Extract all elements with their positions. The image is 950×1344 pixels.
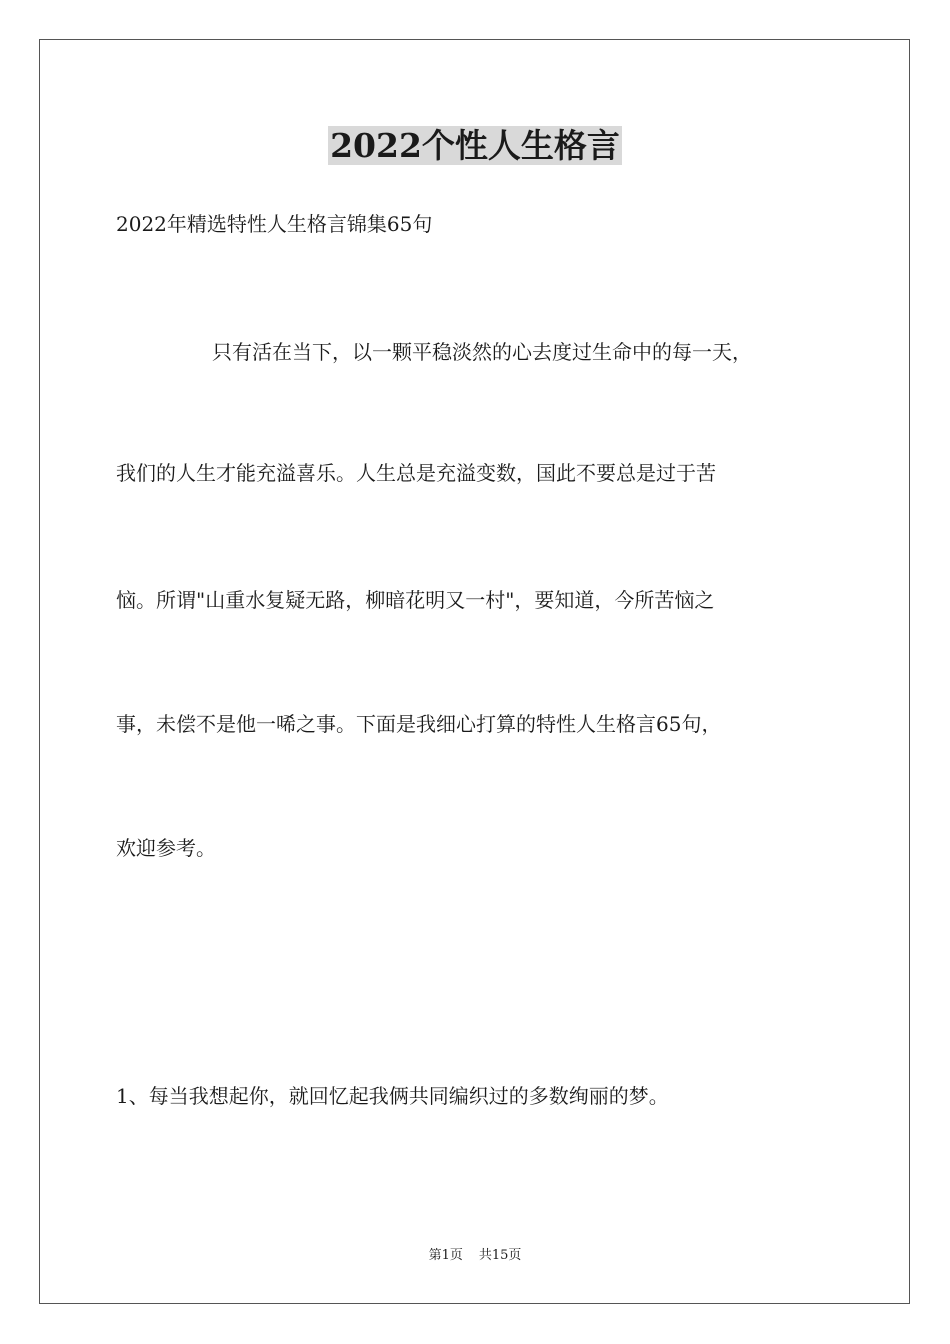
intro-line-4: 事，未偿不是他一唏之事。下面是我细心打算的特性人生格言65句， (116, 712, 722, 736)
page-footer (0, 1247, 950, 1265)
document-subtitle: 2022年精选特性人生格言锦集65句 (116, 212, 433, 236)
document-title (0, 122, 950, 170)
intro-line-5: 欢迎参考。 (116, 836, 216, 860)
document-title-text: 2022个性人生格言 (330, 126, 620, 165)
page-total: 共15页 (478, 1248, 522, 1263)
page-number: 第1页 (428, 1248, 463, 1263)
list-item: 1、每当我想起你，就回忆起我俩共同编织过的多数绚丽的梦。 (116, 1084, 669, 1108)
intro-line-2: 我们的人生才能充溢喜乐。人生总是充溢变数，国此不要总是过于苦 (116, 461, 716, 485)
intro-line-1: 只有活在当下，以一颗平稳淡然的心去度过生命中的每一天， (212, 340, 752, 364)
intro-line-3: 恼。所谓"山重水复疑无路，柳暗花明又一村"，要知道，今所苦恼之 (116, 588, 715, 612)
